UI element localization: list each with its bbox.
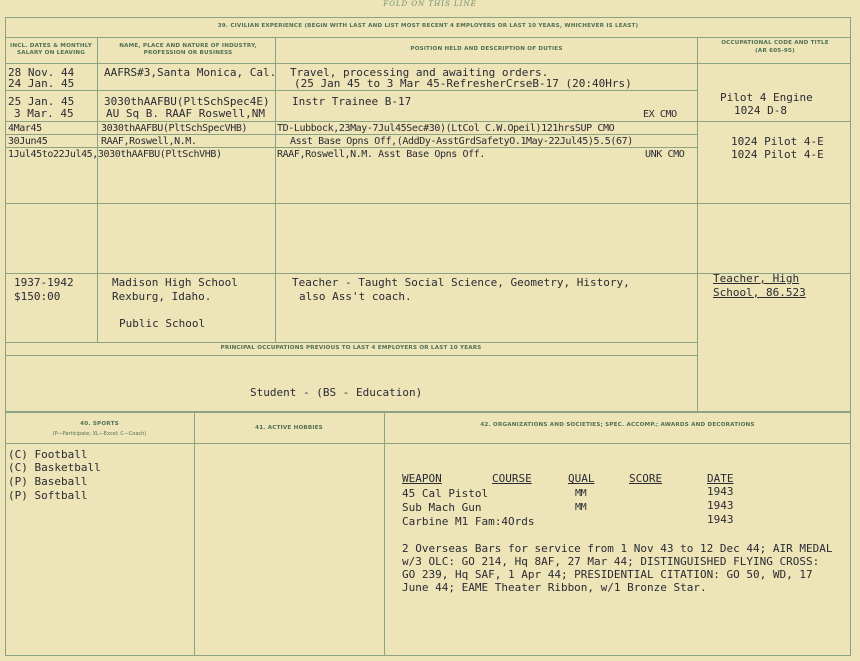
entry1-position-2: (25 Jan 45 to 3 Mar 45-RefresherCrseB-17 (20:40Hrs) (294, 77, 632, 90)
entry2-occ: Pilot 4 Engine (720, 91, 813, 104)
fold-label: FOLD ON THIS LINE (383, 0, 477, 8)
sports-legend: (P—Participate; XL—Excel; C—Coach) (52, 431, 147, 437)
entry3-date: 4Mar45 (8, 123, 42, 134)
hobbies-header: 41. ACTIVE HOBBIES (255, 425, 323, 431)
col-occ-sub: (AR 605-95) (755, 48, 795, 54)
col-name-header: NAME, PLACE AND NATURE OF INDUSTRY, PROFESSION OR BUSINESS (119, 43, 257, 56)
col-position-header: POSITION HELD AND DESCRIPTION OF DUTIES (410, 46, 563, 52)
prev-occupations-value: Student - (BS - Education) (250, 386, 423, 399)
entry3-position: TD-Lubbock,23May-7Jul45Sec#30)(LtCol C.W.Opeil)121hrsSUP CMO (277, 123, 615, 134)
course-col-header: COURSE (492, 472, 532, 485)
civilian-name: Madison High School (112, 276, 238, 289)
civilian-type: Public School (119, 317, 206, 330)
sport-item: (C) Basketball (8, 461, 101, 474)
entry2-date-to: 3 Mar. 45 (14, 107, 74, 120)
prev-occupations-header: PRINCIPAL OCCUPATIONS PREVIOUS TO LAST 4 EMPLOYERS OR LAST 10 YEARS (220, 345, 482, 351)
entry2-occ-2: 1024 D-8 (734, 104, 787, 117)
qual-cell: MM (575, 502, 587, 513)
civilian-dates: 1937-1942 (14, 276, 74, 289)
civilian-salary: $150:00 (14, 290, 61, 303)
entry5-position-2: UNK CMO (645, 149, 685, 160)
civilian-position-2: also Ass't coach. (299, 290, 412, 303)
sports-header: 40. SPORTS (80, 421, 119, 427)
entry1-position: Travel, processing and awaiting orders. (290, 66, 549, 79)
entry1-date-from: 28 Nov. 44 (8, 66, 75, 79)
orgs-header: 42. ORGANIZATIONS AND SOCIETIES; SPEC. ACCOMP.; AWARDS AND DECORATIONS (480, 422, 755, 428)
entry2-position-2: EX CMO (643, 109, 677, 120)
entry2-position: Instr Trainee B-17 (292, 95, 412, 108)
date-col-header: DATE (707, 472, 734, 485)
sport-item: (C) Football (8, 448, 88, 461)
weapon-cell: Sub Mach Gun (402, 501, 482, 514)
sport-item: (P) Baseball (8, 475, 88, 488)
entry2-name-2: AU Sq B. RAAF Roswell,NM (106, 107, 265, 120)
civilian-position: Teacher - Taught Social Science, Geometry, History, (292, 276, 630, 289)
entry1-name: AAFRS#3,Santa Monica, Cal. (104, 66, 277, 79)
score-col-header: SCORE (629, 472, 663, 485)
civilian-occ: Teacher, High (713, 272, 800, 285)
col-occ-header: OCCUPATIONAL CODE AND TITLE (721, 40, 829, 46)
entry3-name: 3030thAAFBU(PltSchSpecVHB) (101, 123, 248, 134)
section39-title: 39. CIVILIAN EXPERIENCE (BEGIN WITH LAST AND LIST MOST RECENT 4 EMPLOYERS OR LAST 10 YEARS, WHICHEVER IS LEAST) (217, 23, 639, 29)
col-dates-header: INCL. DATES & MONTHLY SALARY ON LEAVING (10, 43, 92, 56)
qual-cell: MM (575, 488, 587, 499)
entry2-name: 3030thAAFBU(PltSchSpec4E) (104, 95, 270, 108)
entry2-date-from: 25 Jan. 45 (8, 95, 75, 108)
entry1-date-to: 24 Jan. 45 (8, 77, 75, 90)
date-cell: 1943 (707, 513, 734, 526)
awards-line: 2 Overseas Bars for service from 1 Nov 43 to 12 Dec 44; AIR MEDAL (402, 542, 833, 555)
date-cell: 1943 (707, 499, 734, 512)
entry4-position: Asst Base Opns Off,(AddDy-AsstGrdSafetyO.1May-22Jul45)5.5(67) (290, 136, 633, 147)
entry4-name: RAAF,Roswell,N.M. (101, 136, 197, 147)
awards-line: w/3 OLC: GO 214, Hq 8AF, 27 Mar 44; DISTINGUISHED FLYING CROSS: (402, 555, 820, 568)
entry4-date: 30Jun45 (8, 136, 48, 147)
sports-hobbies-orgs-frame (5, 412, 851, 656)
weapon-cell: Carbine M1 Fam:4Ords (402, 515, 535, 528)
awards-line: June 44; EAME Theater Ribbon, w/1 Bronze Star. (402, 581, 707, 594)
civilian-location: Rexburg, Idaho. (112, 290, 212, 303)
date-cell: 1943 (707, 485, 734, 498)
weapon-cell: 45 Cal Pistol (402, 487, 489, 500)
weapon-col-header: WEAPON (402, 472, 442, 485)
entry5-position: RAAF,Roswell,N.M. Asst Base Opns Off. (277, 149, 485, 160)
civilian-occ-2: School, 86.523 (713, 286, 806, 299)
entry5-date-name: 1Jul45to22Jul45,3030thAAFBU(PltSchVHB) (8, 149, 222, 160)
sport-item: (P) Softball (8, 489, 88, 502)
entry5-occ: 1024 Pilot 4-E (731, 148, 824, 161)
qual-col-header: QUAL (568, 472, 595, 485)
awards-line: GO 239, Hq SAF, 1 Apr 44; PRESIDENTIAL CITATION: GO 50, WD, 17 (402, 568, 813, 581)
entry4-occ: 1024 Pilot 4-E (731, 135, 824, 148)
